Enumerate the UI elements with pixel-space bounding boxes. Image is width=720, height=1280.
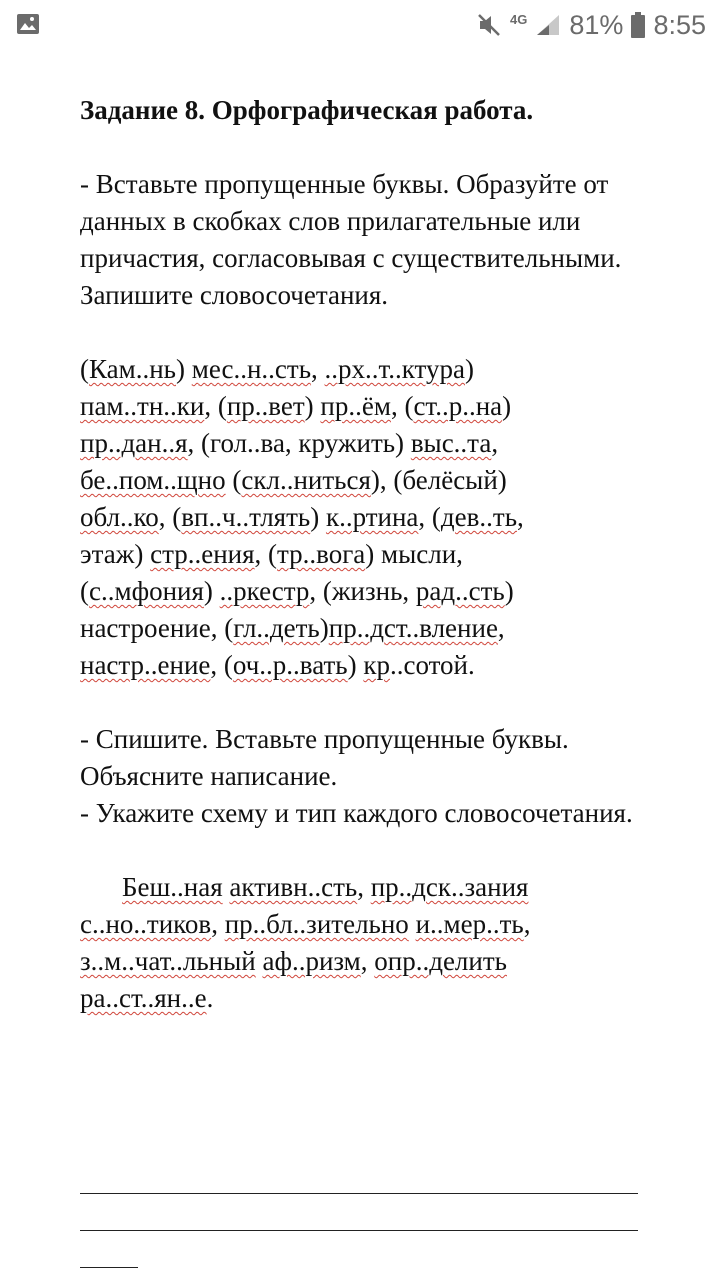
answer-line	[80, 1230, 638, 1231]
status-bar	[0, 0, 720, 50]
exercise-line: настроение, (гл..деть)пр..дст..вление,	[80, 613, 505, 643]
exercise-line: (Кам..нь) мес..н..сть, ..рх..т..ктура)	[80, 354, 474, 384]
answer-line	[80, 1267, 138, 1268]
exercise-line: пам..тн..ки, (пр..вет) пр..ём, (ст..р..на)	[80, 391, 512, 421]
exercise-line: обл..ко, (вп..ч..тлять) к..ртина, (дев..ть,	[80, 502, 524, 532]
instruction-1: - Вставьте пропущенные буквы. Образуйте от данных в скобках слов прилагательные или причастия, согласовывая с существительными. Запишите словосочетания.	[80, 169, 622, 310]
task-title: Задание 8. Орфографическая работа.	[80, 95, 534, 125]
gallery-icon	[16, 12, 40, 36]
exercise-line: (с..мфония) ..ркестр, (жизнь, рад..сть)	[80, 576, 514, 606]
exercise-line: пр..дан..я, (гол..ва, кружить) выс..та,	[80, 428, 499, 458]
answer-line	[80, 1193, 638, 1194]
exercise-line: этаж) стр..ения, (тр..вога) мысли,	[80, 539, 463, 569]
instruction-3: - Укажите схему и тип каждого словосочетания.	[80, 798, 633, 828]
clock: 8:55	[653, 9, 706, 40]
document-body	[80, 92, 660, 1017]
exercise-2: Беш..ная активн..сть, пр..дск..зания с..но..тиков, пр..бл..зительно и..мер..ть, з..м..чат..льный аф..ризм, опр..делить ра..ст..ян..е.	[80, 872, 531, 1013]
network-type-label: 4G	[510, 11, 528, 27]
signal-icon	[535, 13, 561, 37]
battery-icon	[631, 12, 645, 38]
exercise-line: настр..ение, (оч..р..вать) кр..сотой.	[80, 650, 475, 680]
battery-percent: 81%	[569, 9, 624, 40]
mute-icon	[476, 12, 502, 38]
exercise-line: бе..пом..щно (скл..ниться), (белёсый)	[80, 465, 507, 495]
exercise-1	[80, 351, 660, 684]
instruction-2: - Спишите. Вставьте пропущенные буквы. Объясните написание.	[80, 724, 569, 791]
